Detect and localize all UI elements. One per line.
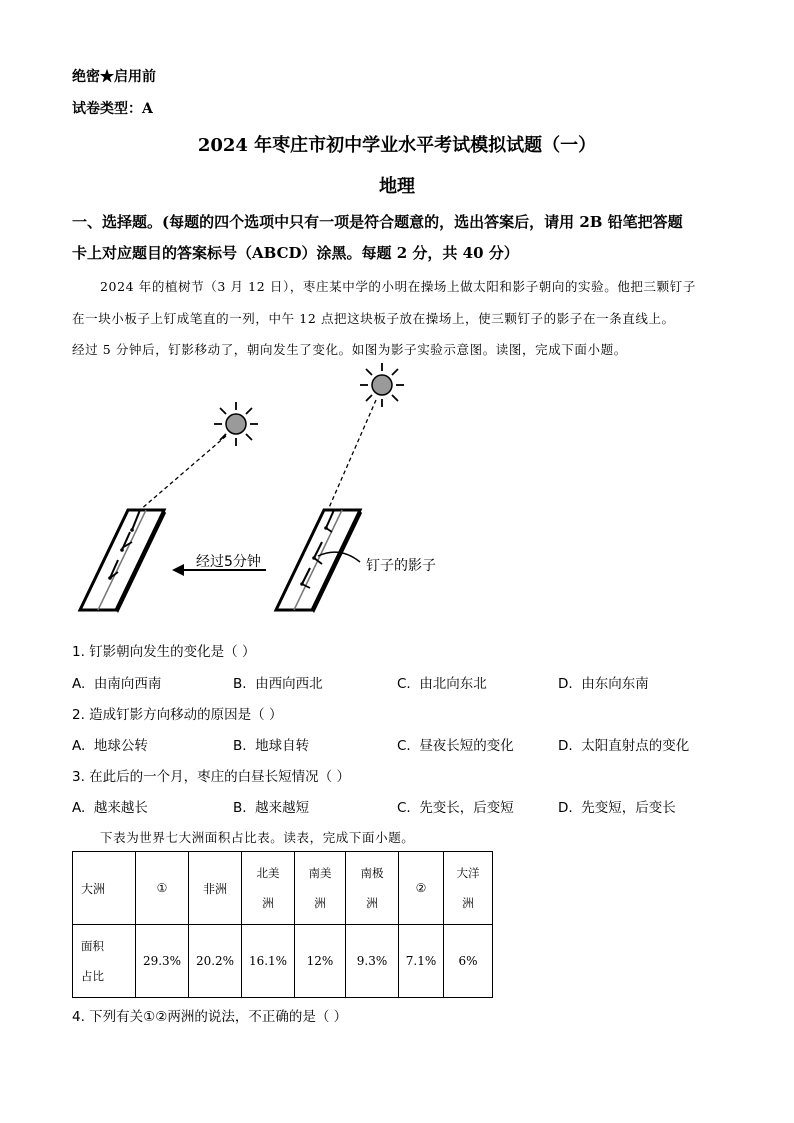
secret-label: 绝密★启用前 bbox=[72, 69, 156, 85]
q1-option-a[interactable]: A. 由南向西南 bbox=[72, 676, 162, 692]
paper-type-label: 试卷类型：A bbox=[72, 101, 153, 117]
table-head-continent: 大洲 bbox=[73, 852, 136, 925]
q2-option-c[interactable]: C. 昼夜长短的变化 bbox=[397, 738, 514, 754]
q3-option-d[interactable]: D. 先变短，后变长 bbox=[558, 800, 676, 816]
sun-icon-left bbox=[214, 402, 258, 446]
continent-area-table bbox=[72, 851, 493, 998]
q2-option-d[interactable]: D. 太阳直射点的变化 bbox=[558, 738, 690, 754]
table-row-area-share bbox=[73, 925, 493, 998]
table-cell-continent-1: ① bbox=[136, 852, 189, 925]
board-right bbox=[276, 510, 362, 613]
q1-option-c[interactable]: C. 由北向东北 bbox=[397, 676, 487, 692]
table-cell-value: 7.1% bbox=[399, 925, 444, 998]
q2-option-a[interactable]: A. 地球公转 bbox=[72, 738, 148, 754]
section-heading-line1: 一、选择题。(每题的四个选项中只有一项是符合题意的，选出答案后，请用 2B 铅笔把答题 bbox=[72, 213, 683, 231]
shadow-experiment-diagram bbox=[60, 360, 480, 620]
subject-title: 地理 bbox=[379, 176, 415, 197]
passage1-line3: 经过 5 分钟后，钉影移动了，朝向发生了变化。如图为影子实验示意图。读图，完成下面小题。 bbox=[72, 342, 627, 357]
q3-option-c[interactable]: C. 先变长，后变短 bbox=[397, 800, 514, 816]
table-cell-continent-south-america: 南美 洲 bbox=[295, 852, 346, 925]
q3-option-b[interactable]: B. 越来越短 bbox=[233, 800, 310, 816]
q1-option-d[interactable]: D. 由东向东南 bbox=[558, 676, 649, 692]
table-head-area-share: 面积 占比 bbox=[73, 925, 136, 998]
table-row-continents bbox=[73, 852, 493, 925]
question-4-stem: 4. 下列有关①②两洲的说法，不正确的是（ ） bbox=[72, 1009, 348, 1025]
passage1-line1: 2024 年的植树节（3 月 12 日），枣庄某中学的小明在操场上做太阳和影子朝向的实验。他把三颗钉子 bbox=[100, 279, 696, 294]
board-left bbox=[80, 510, 166, 613]
table-cell-value: 16.1% bbox=[242, 925, 295, 998]
section-heading-line2: 卡上对应题目的答案标号（ABCD）涂黑。每题 2 分，共 40 分） bbox=[72, 244, 519, 262]
table-cell-value: 29.3% bbox=[136, 925, 189, 998]
q3-option-a[interactable]: A. 越来越长 bbox=[72, 800, 148, 816]
sun-icon-right bbox=[360, 363, 404, 407]
shadow-label: 钉子的影子 bbox=[366, 558, 436, 574]
question-3-stem: 3. 在此后的一个月，枣庄的白昼长短情况（ ） bbox=[72, 769, 350, 785]
sun-ray-left bbox=[140, 436, 226, 510]
shadow-experiment-figure bbox=[60, 360, 480, 624]
exam-title: 2024 年枣庄市初中学业水平考试模拟试题（一） bbox=[197, 135, 597, 156]
table-cell-continent-oceania: 大洋 洲 bbox=[444, 852, 493, 925]
passage2: 下表为世界七大洲面积占比表。读表，完成下面小题。 bbox=[100, 830, 415, 845]
table-cell-value: 6% bbox=[444, 925, 493, 998]
q1-option-b[interactable]: B. 由西向西北 bbox=[233, 676, 323, 692]
question-2-stem: 2. 造成钉影方向移动的原因是（ ） bbox=[72, 707, 283, 723]
table-cell-continent-2: ② bbox=[399, 852, 444, 925]
table-cell-continent-north-america: 北美 洲 bbox=[242, 852, 295, 925]
q2-option-b[interactable]: B. 地球自转 bbox=[233, 738, 310, 754]
table-cell-value: 9.3% bbox=[346, 925, 399, 998]
question-1-stem: 1. 钉影朝向发生的变化是（ ） bbox=[72, 644, 256, 660]
table-cell-value: 20.2% bbox=[189, 925, 242, 998]
passage1-line2: 在一块小板子上钉成笔直的一列，中午 12 点把这块板子放在操场上，使三颗钉子的影子在一条直线上。 bbox=[72, 311, 675, 326]
table-cell-continent-antarctica: 南极 洲 bbox=[346, 852, 399, 925]
table-cell-value: 12% bbox=[295, 925, 346, 998]
sun-ray-right bbox=[328, 400, 376, 510]
arrow-label: 经过5分钟 bbox=[196, 554, 261, 570]
table-cell-continent-africa: 非洲 bbox=[189, 852, 242, 925]
